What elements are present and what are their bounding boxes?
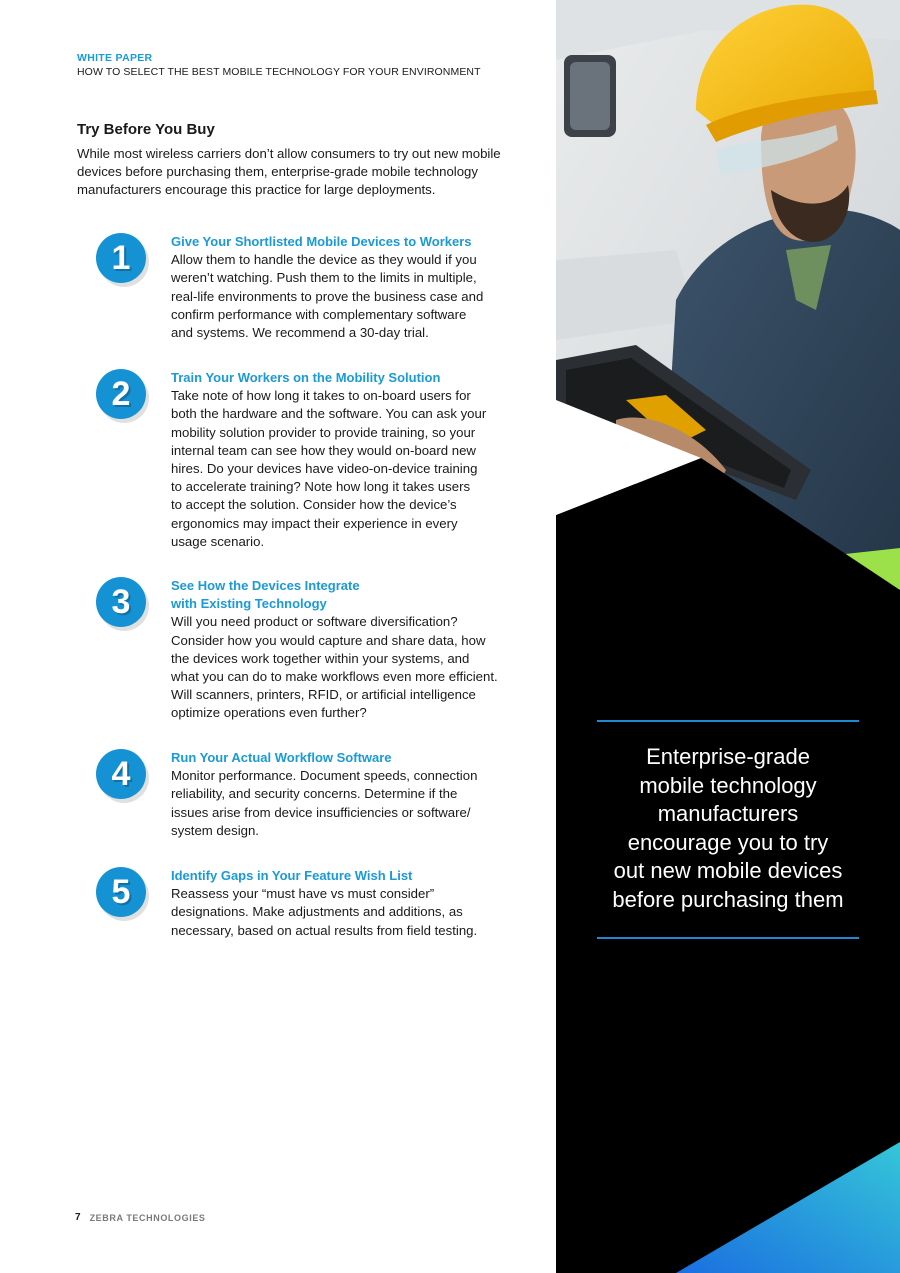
step-title: Run Your Actual Workflow Software [171,750,392,765]
step-text-line: what you can do to make workflows even more efficient. [171,669,498,685]
step-text-line: issues arise from device insufficiencies or software/ [171,804,471,820]
step-text [171,767,516,840]
quote-line: mobile technology [639,772,817,798]
step-text-line: and systems. We recommend a 30-day trial. [171,325,429,341]
quote-bottom-rule [597,937,859,939]
worker-photo-illustration [556,0,900,1273]
step-text-line: Will you need product or software diversification? [171,614,458,630]
step-title-line: See How the Devices Integrate [171,578,360,593]
step-text-line: weren’t watching. Push them to the limits in multiple, [171,270,477,286]
step-text-line: designations. Make adjustments and additions, as [171,904,463,920]
step-text-line: system design. [171,822,259,838]
side-panel [556,0,900,1273]
step-content [171,577,516,723]
step-text-line: both the hardware and the software. You can ask your [171,406,487,422]
step-text-line: necessary, based on actual results from field testing. [171,922,478,938]
quote-line: manufacturers [657,801,799,827]
document-type-label: WHITE PAPER [77,52,153,64]
step-number-badge: 3 [96,577,146,627]
step-text [171,387,516,551]
step-text [171,613,516,722]
step-text-line: Consider how you would capture and share data, how [171,632,486,648]
step-text-line: usage scenario. [171,533,265,549]
document-header [77,52,481,79]
quote-line: Enterprise-grade [646,744,810,769]
step-title: Train Your Workers on the Mobility Solution [171,370,441,385]
quote-text [597,722,859,937]
intro-line: While most wireless carriers don’t allow consumers to try out new mobile [77,146,501,161]
step-text-line: internal team can see how they would on-board new [171,442,476,458]
document-title: HOW TO SELECT THE BEST MOBILE TECHNOLOGY FOR YOUR ENVIRONMENT [77,66,481,78]
step-text-line: ergonomics may impact their experience in every [171,515,458,531]
step-text-line: real-life environments to prove the business case and [171,288,484,304]
step-content [171,749,516,840]
step-content [171,369,516,551]
intro-line: manufacturers encourage this practice for large deployments. [77,182,436,198]
page-number: 7 [75,1212,81,1223]
step-text-line: reliability, and security concerns. Determine if the [171,786,458,802]
intro-line: devices before purchasing them, enterprise-grade mobile technology [77,164,478,180]
step-text-line: Allow them to handle the device as they would if you [171,252,477,268]
step-text-line: Monitor performance. Document speeds, connection [171,768,478,784]
step-title-line: with Existing Technology [171,596,327,612]
step-content [171,867,516,940]
quote-line: encourage you to try [627,829,829,855]
step-title: Identify Gaps in Your Feature Wish List [171,868,413,883]
step-number-badge: 5 [96,867,146,917]
step-number-badge: 4 [96,749,146,799]
quote-line: out new mobile devices [613,858,843,884]
footer-brand: ZEBRA TECHNOLOGIES [89,1212,206,1223]
step-text-line: Take note of how long it takes to on-board users for [171,388,471,404]
section-heading: Try Before You Buy [77,121,215,138]
step-text [171,885,516,940]
quote-line: before purchasing them [612,886,844,912]
step-text-line: the devices work together within your systems, and [171,650,470,666]
step-number-badge: 2 [96,369,146,419]
step-text-line: confirm performance with complementary software [171,306,467,322]
step-text-line: optimize operations even further? [171,705,367,721]
page-footer [75,1212,206,1223]
step-number-badge: 1 [96,233,146,283]
step-text-line: to accelerate training? Note how long it takes users [171,479,471,495]
pull-quote [597,720,859,939]
section-intro [77,145,517,200]
step-text-line: to accept the solution. Consider how the device’s [171,497,457,513]
step-text [171,251,516,342]
step-title: Give Your Shortlisted Mobile Devices to Workers [171,234,472,249]
step-content [171,233,516,342]
step-text-line: Reassess your “must have vs must consider” [171,886,435,902]
step-title [171,577,516,613]
step-text-line: Will scanners, printers, RFID, or artificial intelligence [171,687,476,703]
step-text-line: mobility solution provider to provide training, so your [171,424,476,440]
step-text-line: hires. Do your devices have video-on-device training [171,461,478,477]
